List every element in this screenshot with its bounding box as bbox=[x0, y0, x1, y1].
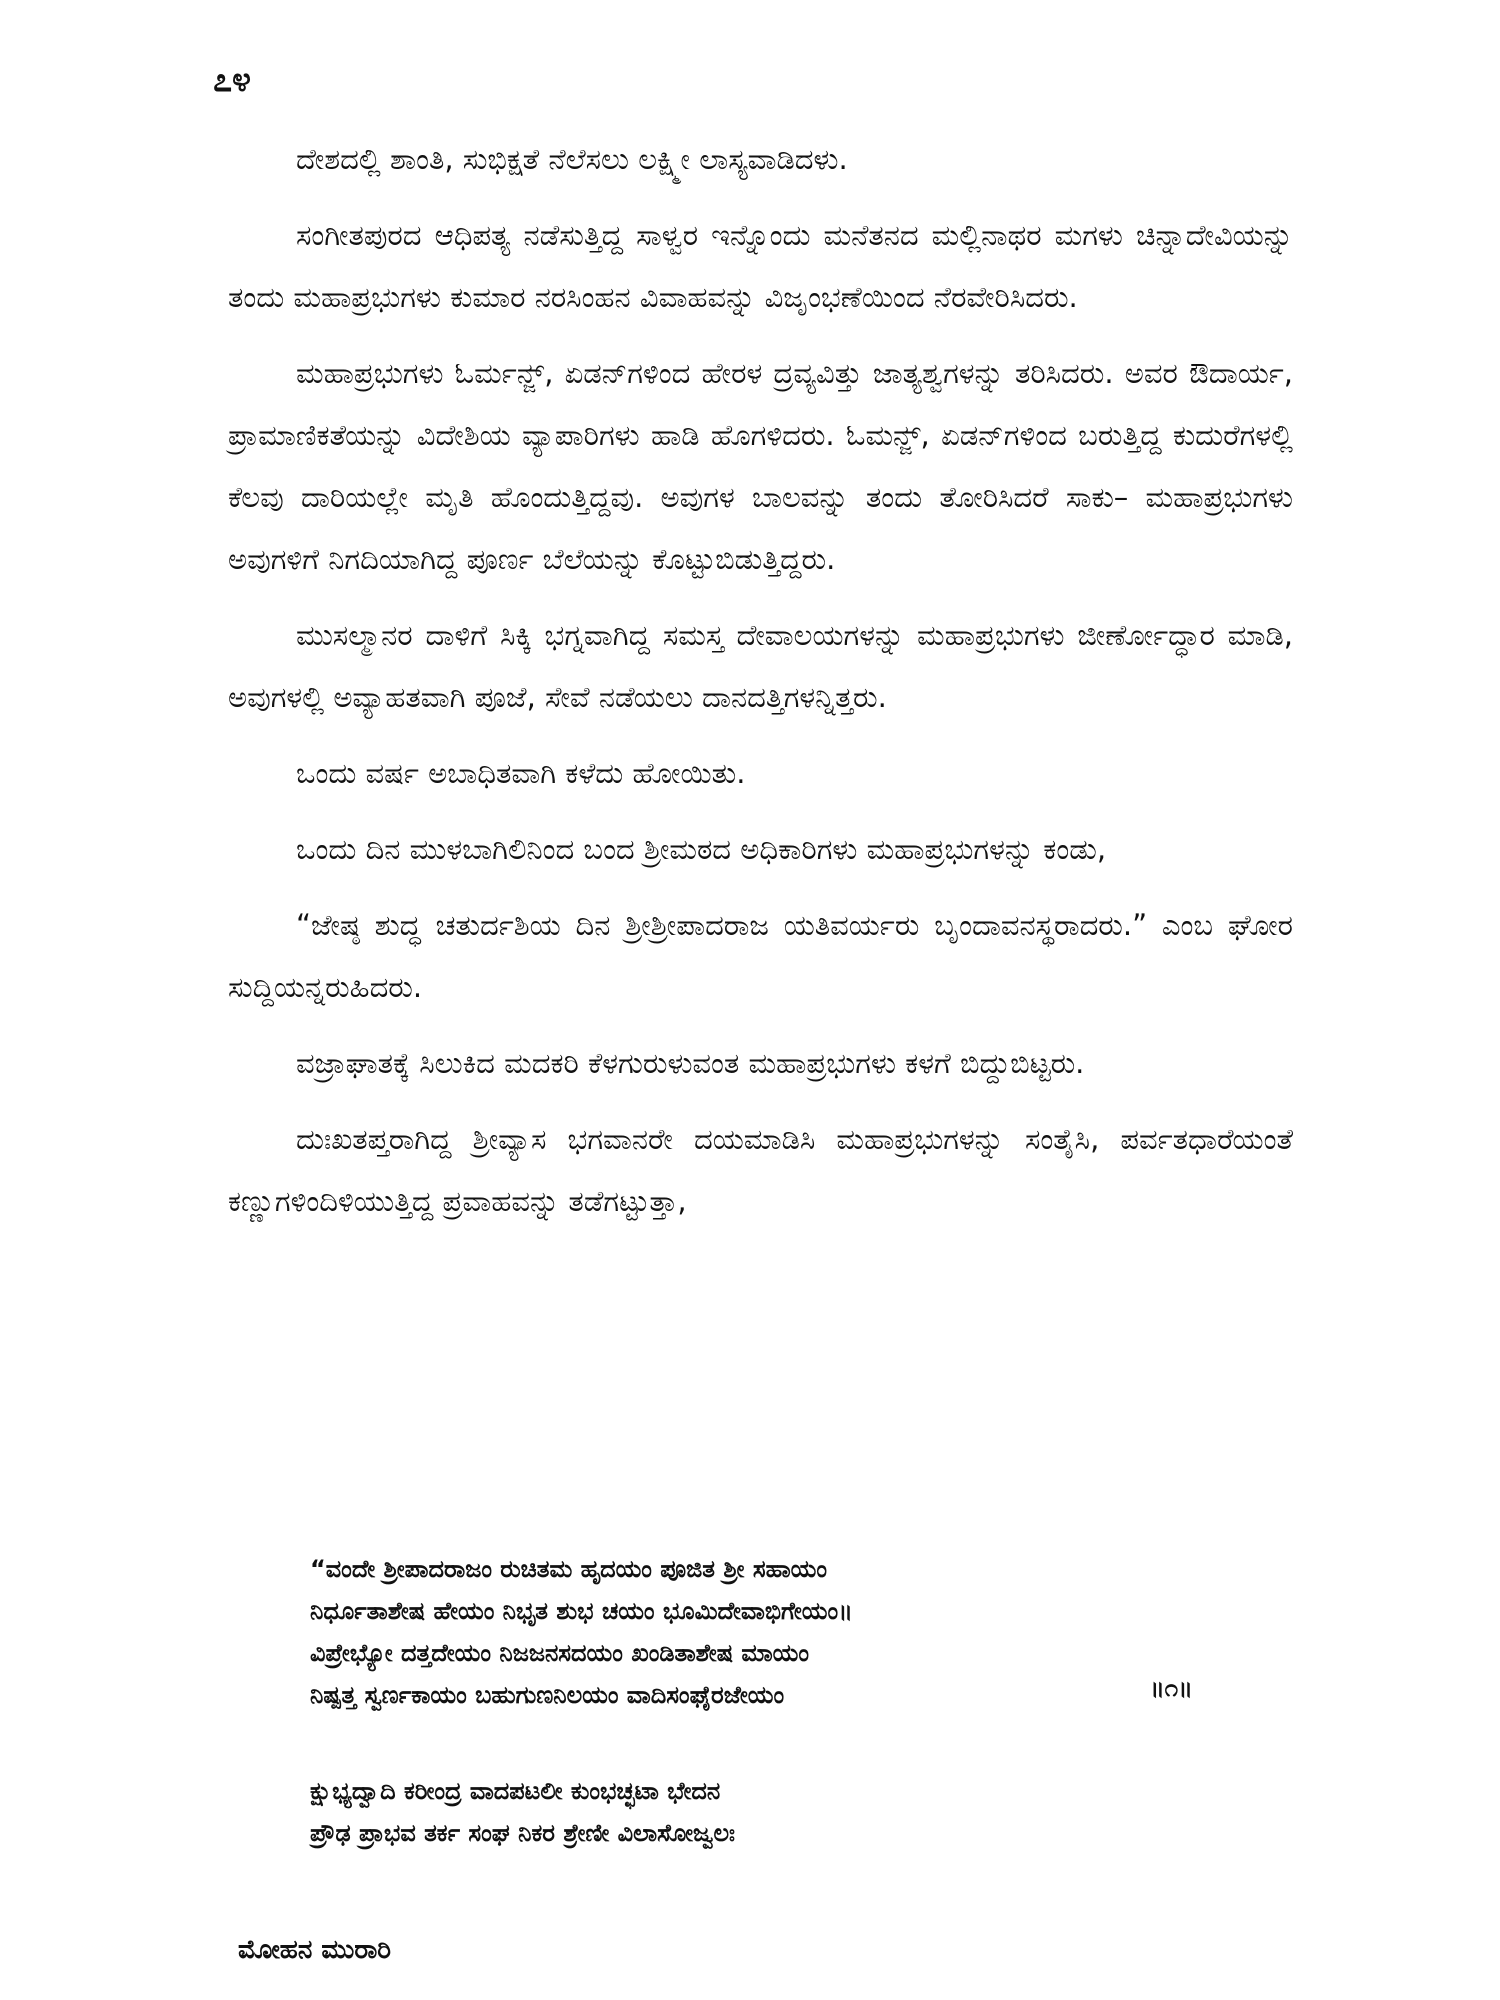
paragraph: ದೇಶದಲ್ಲಿ ಶಾಂತಿ, ಸುಭಿಕ್ಷತೆ ನೆಲೆಸಲು ಲಕ್ಷ್ಮೀ ಲಾಸ್ಯವಾಡಿದಳು. bbox=[296, 142, 848, 176]
verse-number: ॥೧॥ bbox=[1150, 1674, 1193, 1702]
paragraph: ಒಂದು ದಿನ ಮುಳಬಾಗಿಲಿನಿಂದ ಬಂದ ಶ್ರೀಮಠದ ಅಧಿಕಾರಿಗಳು ಮಹಾಪ್ರಭುಗಳನ್ನು ಕಂಡು, bbox=[296, 832, 1107, 866]
verse-line: ನಿಷ್ಪತ್ತ ಸ್ವರ್ಣಕಾಯಂ ಬಹುಗುಣನಿಲಯಂ ವಾದಿಸಂಘೈರಜೇಯಂ bbox=[310, 1681, 785, 1709]
verse-block-2 bbox=[310, 1770, 1250, 1854]
paragraph: ಮುಸಲ್ಮಾನರ ದಾಳಿಗೆ ಸಿಕ್ಕಿ ಭಗ್ನವಾಗಿದ್ದ ಸಮಸ್ತ ದೇವಾಲಯಗಳನ್ನು ಮಹಾಪ್ರಭುಗಳು ಜೀರ್ಣೋದ್ಧಾರ ಮಾಡಿ, ಅವುಗಳಲ್ಲಿ ಅವ್ಯಾಹತವಾಗಿ ಪೂಜೆ, ಸೇವೆ ನಡೆಯಲು ದಾನದತ್ತಿಗಳನ್ನಿತ್ತರು. bbox=[228, 618, 1293, 714]
paragraph: ಸಂಗೀತಪುರದ ಆಧಿಪತ್ಯ ನಡೆಸುತ್ತಿದ್ದ ಸಾಳ್ವರ ಇನ್ನೊಂದು ಮನೆತನದ ಮಲ್ಲಿನಾಥರ ಮಗಳು ಚಿನ್ನಾದೇವಿಯನ್ನು ತಂದು ಮಹಾಪ್ರಭುಗಳು ಕುಮಾರ ನರಸಿಂಹನ ವಿವಾಹವನ್ನು ವಿಜೃಂಭಣೆಯಿಂದ ನೆರವೇರಿಸಿದರು. bbox=[228, 218, 1293, 314]
verse-line: ನಿರ್ಧೂತಾಶೇಷ ಹೇಯಂ ನಿಭೃತ ಶುಭ ಚಯಂ ಭೂಮಿದೇವಾಭಿಗೇಯಂ॥ bbox=[310, 1597, 853, 1625]
verse-line: ಪ್ರೌಢ ಪ್ರಾಭವ ತರ್ಕ ಸಂಘ ನಿಕರ ಶ್ರೇಣೀ ವಿಲಾಸೋಜ್ವಲಃ bbox=[310, 1819, 736, 1847]
verse-line: ಕ್ಷುಭ್ಯದ್ವಾದಿ ಕರೀಂದ್ರ ವಾದಪಟಲೀ ಕುಂಭಚ್ಛಟಾ ಭೇದನ bbox=[310, 1777, 721, 1805]
paragraph: ಮಹಾಪ್ರಭುಗಳು ಓರ್ಮನ್ಜ್, ಏಡನ್‌ಗಳಿಂದ ಹೇರಳ ದ್ರವ್ಯವಿತ್ತು ಜಾತ್ಯಶ್ವಗಳನ್ನು ತರಿಸಿದರು. ಅವರ ಔದಾರ್ಯ, ಪ್ರಾಮಾಣಿಕತೆಯನ್ನು ವಿದೇಶಿಯ ವ್ಯಾಪಾರಿಗಳು ಹಾಡಿ ಹೊಗಳಿದರು. ಓಮನ್ಜ್, ಏಡನ್‌ಗಳಿಂದ ಬರುತ್ತಿದ್ದ ಕುದುರೆಗಳಲ್ಲಿ ಕೆಲವು ದಾರಿಯಲ್ಲೇ ಮೃತಿ ಹೊಂದುತ್ತಿದ್ದವು. ಅವುಗಳ ಬಾಲವನ್ನು ತಂದು ತೋರಿಸಿದರೆ ಸಾಕು– ಮಹಾಪ್ರಭುಗಳು ಅವುಗಳಿಗೆ ನಿಗದಿಯಾಗಿದ್ದ ಪೂರ್ಣ ಬೆಲೆಯನ್ನು ಕೊಟ್ಟುಬಿಡುತ್ತಿದ್ದರು. bbox=[228, 356, 1293, 576]
body-text bbox=[228, 128, 1293, 1246]
paragraph: ವಜ್ರಾಘಾತಕ್ಕೆ ಸಿಲುಕಿದ ಮದಕರಿ ಕೆಳಗುರುಳುವಂತ ಮಹಾಪ್ರಭುಗಳು ಕಳಗೆ ಬಿದ್ದುಬಿಟ್ಟರು. bbox=[296, 1046, 1085, 1080]
verse-block-1 bbox=[310, 1548, 1250, 1716]
book-title-footer: ಮೋಹನ ಮುರಾರಿ bbox=[238, 1935, 391, 1965]
paragraph: “ಜೇಷ್ಠ ಶುದ್ಧ ಚತುರ್ದಶಿಯ ದಿನ ಶ್ರೀಶ್ರೀಪಾದರಾಜ ಯತಿವರ್ಯರು ಬೃಂದಾವನಸ್ಥರಾದರು.” ಎಂಬ ಘೋರ ಸುದ್ದಿಯನ್ನರುಹಿದರು. bbox=[228, 908, 1293, 1004]
paragraph: ದುಃಖತಪ್ತರಾಗಿದ್ದ ಶ್ರೀವ್ಯಾಸ ಭಗವಾನರೇ ದಯಮಾಡಿಸಿ ಮಹಾಪ್ರಭುಗಳನ್ನು ಸಂತೈಸಿ, ಪರ್ವತಧಾರೆಯಂತೆ ಕಣ್ಣುಗಳಿಂದಿಳಿಯುತ್ತಿದ್ದ ಪ್ರವಾಹವನ್ನು ತಡೆಗಟ್ಟುತ್ತಾ, bbox=[228, 1122, 1293, 1218]
page-number: ೭೪ bbox=[213, 60, 252, 100]
verse-line: ವಿಪ್ರೇಭ್ಯೋ ದತ್ತದೇಯಂ ನಿಜಜನಸದಯಂ ಖಂಡಿತಾಶೇಷ ಮಾಯಂ bbox=[310, 1639, 809, 1667]
paragraph: ಒಂದು ವರ್ಷ ಅಬಾಧಿತವಾಗಿ ಕಳೆದು ಹೋಯಿತು. bbox=[296, 756, 746, 790]
verse-line: “ವಂದೇ ಶ್ರೀಪಾದರಾಜಂ ರುಚಿತಮ ಹೃದಯಂ ಪೂಜಿತ ಶ್ರೀ ಸಹಾಯಂ bbox=[310, 1555, 828, 1583]
